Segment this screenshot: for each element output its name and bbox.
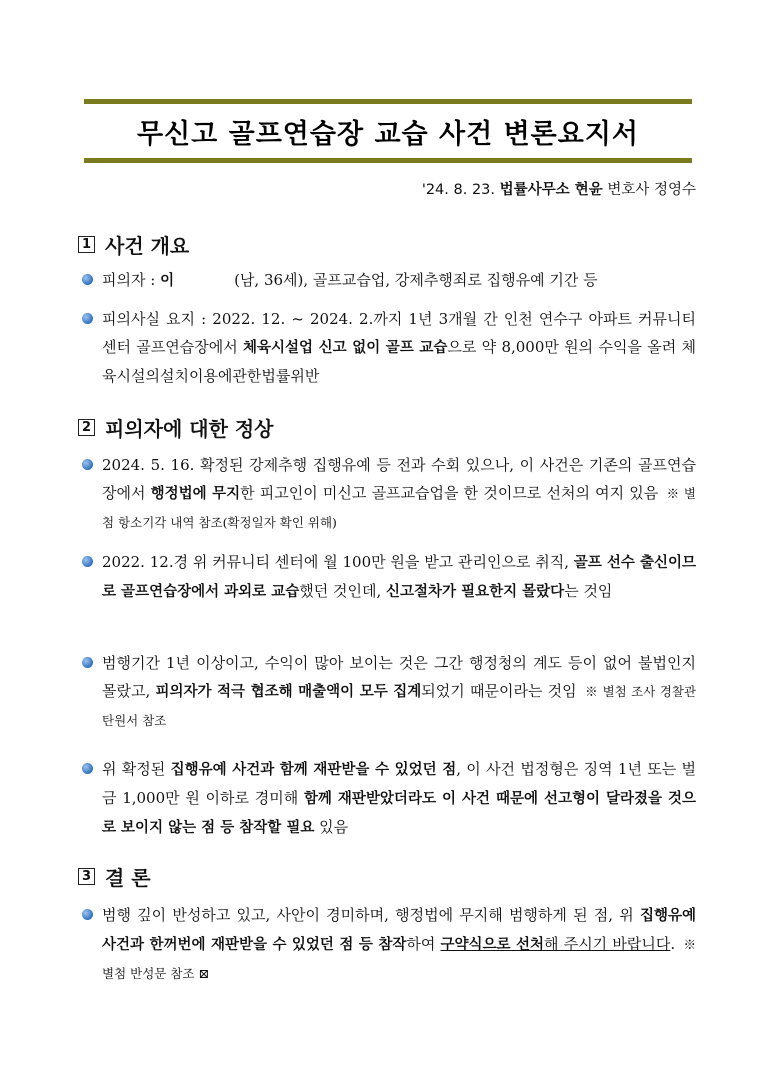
section-1-heading — [78, 230, 189, 259]
author-firm: 법률사무소 현윤 — [499, 182, 603, 198]
item-bold-underlined-text: 구약식으로 선처 — [440, 937, 545, 953]
item-note: ※ 별첨 항소기각 내역 참조(확정일자 확인 위해) — [102, 486, 696, 530]
list-item — [82, 901, 696, 988]
item-bold-text: 골프 선수 출신이므로 골프연습장에서 과외로 교습 — [102, 555, 696, 600]
bullet-icon — [82, 459, 93, 470]
item-text: 피의자 : — [102, 271, 161, 289]
section-title: 결 론 — [105, 866, 151, 890]
section-title: 피의자에 대한 정상 — [105, 417, 274, 441]
item-text: 범행기간 1년 이상이고, 수익이 많아 보이는 것은 그간 행정청의 계도 등이 없어 불법인지 몰랐고, — [102, 654, 696, 700]
list-item — [82, 548, 696, 606]
bullet-icon — [82, 556, 93, 567]
item-text: 으로 약 8,000만 원의 수익을 올려 체육시설의설치이용에관한법률위반 — [102, 338, 696, 385]
item-text: 2022. 12.경 위 커뮤니티 센터에 월 100만 원을 받고 관리인으로 취직, — [102, 553, 574, 571]
section-number-box: 2 — [78, 419, 95, 436]
item-underlined-text: 해 주시기 바랍니다 — [544, 935, 671, 953]
item-text: 한 피고인이 미신고 골프교습업을 한 것이므로 선처의 여지 있음 — [240, 484, 659, 502]
item-bold-text: 체육시설업 신고 없이 골프 교습 — [243, 340, 448, 356]
author-date: '24. 8. 23. — [421, 182, 496, 198]
item-bold-text: 집행유예 사건과 한꺼번에 재판받을 수 있었던 점 등 참작 — [102, 908, 696, 953]
list-item — [82, 755, 696, 842]
item-text: 있음 — [314, 818, 349, 836]
bullet-icon — [82, 909, 93, 920]
item-note: ※ 별첨 조사 경찰관 탄원서 참조 — [102, 684, 697, 728]
bullet-icon — [82, 274, 93, 285]
item-note: ※ 별첨 반성문 참조 ⊠ — [102, 937, 697, 981]
section-number-box: 3 — [78, 868, 95, 885]
section-number-box: 1 — [78, 236, 95, 253]
item-text: 범행 깊이 반성하고 있고, 사안이 경미하며, 행정법에 무지해 범행하게 된 점, 위 — [102, 906, 640, 924]
item-bold-text: 집행유예 사건과 함께 재판받을 수 있었던 점 — [170, 762, 457, 778]
item-text: 위 확정된 — [102, 760, 171, 778]
document-title: 무신고 골프연습장 교습 사건 변론요지서 — [137, 118, 639, 150]
item-text: 했던 것인데, — [299, 582, 386, 600]
author-lawyer: 변호사 정영수 — [607, 182, 696, 198]
section-2-heading — [78, 413, 274, 442]
item-text: 2024. 5. 16. 확정된 강제추행 집행유예 등 전과 수회 있으나, 이 사건은 기존의 골프연습장에서 — [102, 456, 696, 502]
item-bold-text: 행정법에 무지 — [150, 486, 241, 502]
item-text: 되었기 때문이라는 것임 — [421, 682, 577, 700]
item-bold-text: 신고절차가 필요한지 몰랐다 — [386, 584, 565, 600]
bullet-icon — [82, 313, 93, 324]
author-line — [422, 178, 696, 199]
item-text: . — [670, 935, 676, 953]
item-text: 피의사실 요지 : 2022. 12. ~ 2024. 2.까지 1년 3개월 간 인천 연수구 아파트 커뮤니티 센터 골프연습장에서 — [102, 310, 696, 356]
bullet-icon — [82, 763, 93, 774]
list-item — [82, 649, 696, 735]
item-bold-text: 피의자가 적극 협조해 매출액이 모두 집계 — [155, 684, 422, 700]
bullet-icon — [82, 657, 93, 668]
section-3-heading — [78, 862, 151, 891]
defendant-name: 이 — [160, 273, 175, 289]
item-text: 는 것임 — [564, 582, 613, 600]
item-bold-text: 함께 재판받았더라도 이 사건 때문에 선고형이 달라졌을 것으로 보이지 않는 점 등 참작할 필요 — [102, 791, 696, 836]
title-banner — [84, 99, 692, 163]
item-text: (남, 36세), 골프교습업, 강제추행죄로 집행유예 기간 등 — [234, 271, 598, 289]
item-text: , 이 사건 법정형은 징역 1년 또는 벌금 1,000만 원 이하로 경미해 — [102, 760, 697, 807]
list-item — [82, 266, 696, 295]
list-item — [82, 451, 696, 537]
section-title: 사건 개요 — [105, 234, 190, 258]
item-text: 하여 — [406, 935, 441, 953]
list-item — [82, 305, 696, 390]
